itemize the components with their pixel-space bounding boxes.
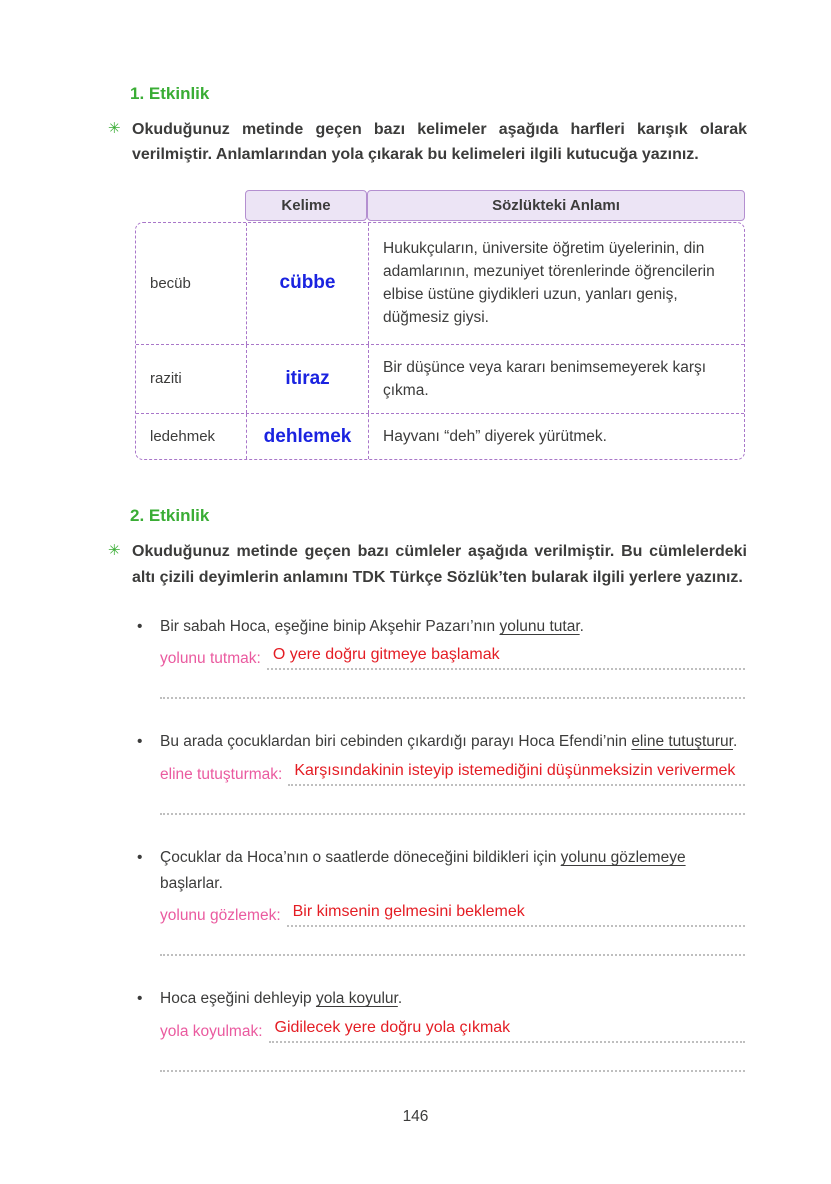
handwritten-answer: Gidilecek yere doğru yola çıkmak [274, 1018, 511, 1036]
sentence-text: . [733, 733, 738, 751]
page-content [108, 84, 747, 1072]
idiom-answer-row [160, 1019, 745, 1043]
underlined-idiom: eline tutuşturur [631, 733, 733, 751]
word-table-header-anlam: Sözlükteki Anlamı [367, 190, 745, 221]
activity-1-heading: 1. Etkinlik [130, 84, 210, 103]
answer-line [287, 903, 745, 927]
bullet-icon: • [137, 617, 143, 635]
sentence-text: Çocuklar da Hoca’nın o saatlerde döneceğini bildikleri için [160, 848, 561, 866]
writing-line [160, 1070, 745, 1072]
handwritten-word-answer: cübbe [246, 223, 368, 344]
writing-line [160, 697, 745, 699]
idiom-item [135, 986, 745, 1072]
sentence-text: . [579, 617, 584, 635]
bullet-icon: • [137, 990, 143, 1008]
example-sentence [135, 845, 745, 896]
underlined-idiom: yola koyulur [315, 990, 398, 1008]
sentence-text: başlarlar. [160, 874, 223, 892]
idiom-item [135, 845, 745, 956]
activity-2-heading: 2. Etkinlik [130, 506, 210, 526]
handwritten-answer: Karşısındakinin isteyip istemediğini düşünmeksizin verivermek [294, 761, 736, 779]
word-table-body [135, 222, 745, 461]
word-table [135, 190, 745, 461]
handwritten-word-answer: dehlemek [246, 414, 368, 459]
bullet-icon: • [137, 848, 143, 866]
idiom-answer-row [160, 903, 745, 927]
word-table-header [135, 190, 745, 221]
underlined-idiom: yolunu tutar [499, 617, 580, 635]
dictionary-meaning: Hukukçuların, üniversite öğretim üyelerinin, din adamlarının, mezuniyet törenlerinde öğrencilerin elbise üstüne giydikleri uzun, yanları geniş, düğmesiz giysi. [368, 223, 744, 344]
handwritten-answer: O yere doğru gitmeye başlamak [272, 646, 500, 664]
activity-1 [108, 84, 747, 460]
sentence-text: Hoca eşeğini dehleyip [160, 990, 316, 1008]
writing-line [160, 813, 745, 815]
idiom-label: eline tutuşturmak: [160, 765, 283, 783]
scrambled-word: becüb [150, 274, 191, 292]
dictionary-meaning: Hayvanı “deh” diyerek yürütmek. [368, 414, 744, 459]
idiom-label: yola koyulmak: [160, 1022, 263, 1040]
idiom-item [135, 614, 745, 700]
idiom-answer-row [160, 646, 745, 670]
bullet-icon: • [137, 733, 143, 751]
activity-2-instruction-text: Okuduğunuz metinde geçen bazı cümleler aşağıda verilmiştir. Bu cümlelerdeki altı çizili deyimlerin anlamını TDK Türkçe Sözlük’ten bularak ilgili yerlere yazınız. [132, 543, 747, 586]
handwritten-answer: Bir kimsenin gelmesini beklemek [292, 903, 525, 921]
answer-line [269, 1019, 745, 1043]
table-row [136, 344, 744, 414]
page-number: 146 [402, 1108, 429, 1125]
scrambled-word: raziti [150, 370, 182, 388]
idiom-item [135, 729, 745, 815]
activity-2 [108, 506, 747, 1071]
idiom-label: yolunu gözlemek: [160, 907, 281, 925]
word-table-header-kelime: Kelime [245, 190, 367, 221]
table-row [136, 413, 744, 459]
idiom-items [135, 614, 745, 1072]
asterisk-icon: ✳ [108, 120, 121, 137]
example-sentence [135, 986, 745, 1012]
sentence-text: Bir sabah Hoca, eşeğine binip Akşehir Pazarı’nın [160, 617, 500, 635]
sentence-text: Bu arada çocuklardan biri cebinden çıkardığı parayı Hoca Efendi’nin [160, 733, 632, 751]
sentence-text: . [397, 990, 403, 1008]
underlined-idiom: yolunu gözlemeye [560, 848, 686, 866]
example-sentence [135, 729, 745, 755]
answer-line [267, 646, 745, 670]
scrambled-word: ledehmek [150, 428, 216, 446]
activity-1-instruction [108, 117, 747, 168]
table-row [136, 223, 744, 344]
idiom-answer-row [160, 762, 745, 786]
activity-1-instruction-text: Okuduğunuz metinde geçen bazı kelimeler aşağıda harfleri karışık olarak verilmiştir. Anlamlarından yola çıkarak bu kelimeleri ilgili kutucuğa yazınız. [132, 121, 747, 164]
writing-line [160, 954, 745, 956]
asterisk-icon: ✳ [108, 542, 121, 560]
activity-2-instruction [108, 539, 747, 590]
word-table-header-spacer [135, 190, 245, 221]
handwritten-word-answer: itiraz [246, 345, 368, 414]
dictionary-meaning: Bir düşünce veya kararı benimsemeyerek karşı çıkma. [368, 345, 744, 414]
idiom-label: yolunu tutmak: [160, 650, 261, 668]
example-sentence [135, 614, 745, 640]
answer-line [288, 762, 745, 786]
